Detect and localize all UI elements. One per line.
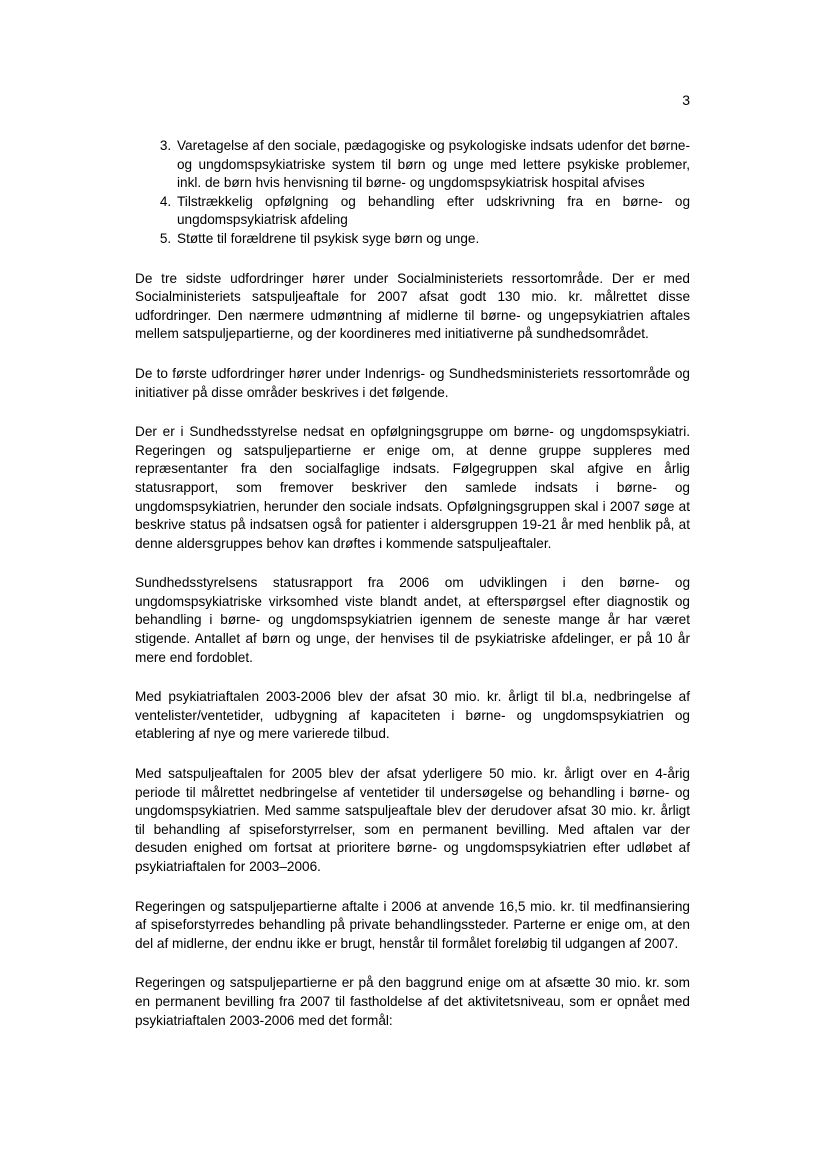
list-item: 4. Tilstrækkelig opfølgning og behandling efter udskrivning fra en børne- og ungdomspsykiatrisk afdeling bbox=[175, 193, 690, 230]
paragraph: Der er i Sundhedsstyrelse nedsat en opfølgningsgruppe om børne- og ungdomspsykiatri. Regeringen og satspuljepartierne er enige om, at denne gruppe suppleres med repræsentanter fra den socialfaglige indsats. Følgegruppen skal afgive en årlig statusrapport, som fremover beskriver den samlede indsats i børne- og ungdomspsykiatrien, herunder den sociale indsats. Opfølgningsgruppen skal i 2007 søge at beskrive status på indsatsen også for patienter i aldersgruppen 19-21 år med henblik på, at denne aldersgruppes behov kan drøftes i kommende satspuljeaftaler. bbox=[135, 424, 690, 551]
paragraph: Med psykiatriaftalen 2003-2006 blev der afsat 30 mio. kr. årligt til bl.a, nedbringelse af ventelister/ventetider, udbygning af kapaciteten i børne- og ungdomspsykiatrien og etablering af nye og mere varierede tilbud. bbox=[135, 689, 690, 742]
paragraph: De tre sidste udfordringer hører under Socialministeriets ressortområde. Der er med Socialministeriets satspuljeaftale for 2007 afsat godt 130 mio. kr. målrettet disse udfordringer. Den nærmere udmøntning af midlerne til børne- og ungepsykiatrien aftales mellem satspuljepartierne, og der koordineres med initiativerne på sundhedsområdet. bbox=[135, 270, 690, 342]
list-item: 3. Varetagelse af den sociale, pædagogiske og psykologiske indsats udenfor det børne- og ungdomspsykiatriske system til børn og unge med lettere psykiske problemer, inkl. de børn hvis henvisning til børne- og ungdomspsykiatrisk hospital afvises bbox=[175, 137, 690, 193]
paragraph: Regeringen og satspuljepartierne aftalte i 2006 at anvende 16,5 mio. kr. til medfinansiering af spiseforstyrredes behandling på private behandlingssteder. Parterne er enige om, at den del af midlerne, der endnu ikke er brugt, henstår til formålet foreløbig til udgangen af 2007. bbox=[135, 898, 690, 951]
paragraph: Regeringen og satspuljepartierne er på den baggrund enige om at afsætte 30 mio. kr. som en permanent bevilling fra 2007 til fastholdelse af det aktivitetsniveau, som er opnået med psykiatriaftalen 2003-2006 med det formål: bbox=[135, 975, 690, 1028]
challenges-list bbox=[135, 137, 690, 249]
document-body bbox=[135, 137, 690, 1051]
list-item: 5. Støtte til forældrene til psykisk syge børn og unge. bbox=[175, 230, 690, 249]
paragraph: Sundhedsstyrelsens statusrapport fra 2006 om udviklingen i den børne- og ungdomspsykiatriske virksomhed viste blandt andet, at efterspørgsel efter diagnostik og behandling i børne- og ungdomspsykiatrien igennem de seneste mange år har været stigende. Antallet af børn og unge, der henvises til de psykiatriske afdelinger, er på 10 år mere end fordoblet. bbox=[135, 575, 690, 665]
page-number: 3 bbox=[682, 92, 690, 108]
paragraph: Med satspuljeaftalen for 2005 blev der afsat yderligere 50 mio. kr. årligt over en 4-årig periode til målrettet nedbringelse af ventetider til undersøgelse og behandling i børne- og ungdomspsykiatrien. Med samme satspuljeaftale blev der derudover afsat 30 mio. kr. årligt til behandling af spiseforstyrrelser, som en permanent bevilling. Med aftalen var der desuden enighed om fortsat at prioritere børne- og ungdomspsykiatrien efter udløbet af psykiatriaftalen for 2003–2006. bbox=[135, 766, 690, 874]
paragraph: De to første udfordringer hører under Indenrigs- og Sundhedsministeriets ressortområde og initiativer på disse områder beskrives i det følgende. bbox=[135, 365, 690, 400]
